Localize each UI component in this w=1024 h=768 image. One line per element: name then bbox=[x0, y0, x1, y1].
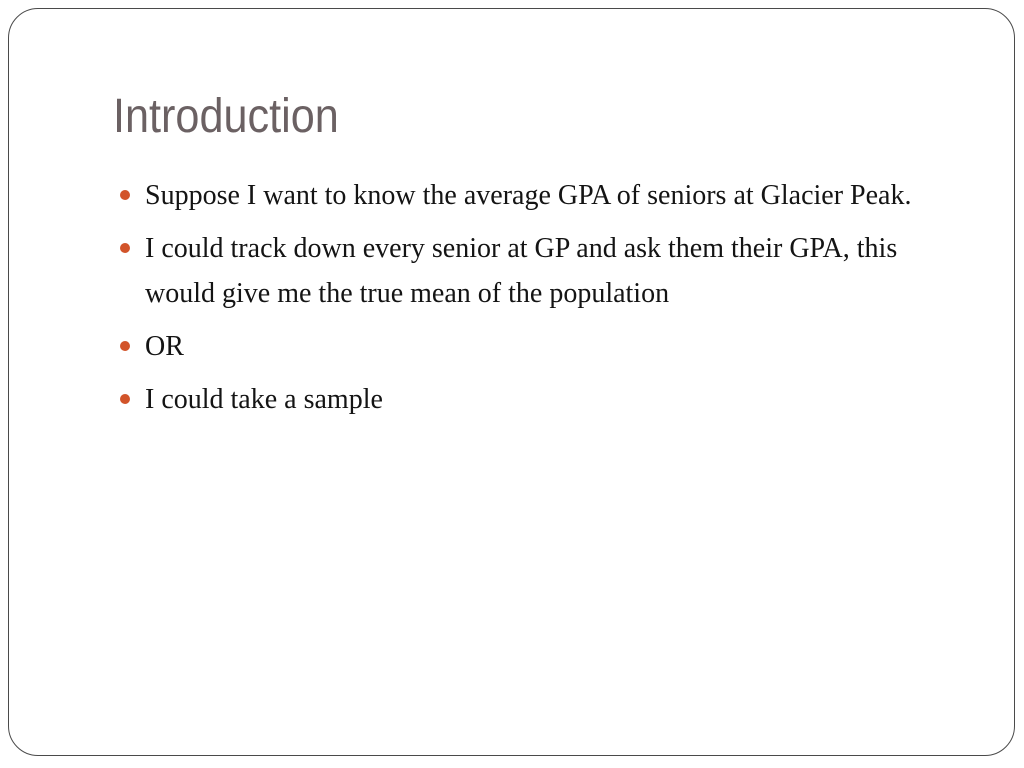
bullet-dot-icon bbox=[120, 190, 130, 200]
bullet-text: Suppose I want to know the average GPA of seniors at Glacier Peak. bbox=[145, 180, 912, 211]
bullet-text: I could track down every senior at GP and ask them their GPA, this would give me the true mean of the population bbox=[145, 233, 898, 309]
bullet-text: I could take a sample bbox=[145, 384, 383, 415]
bullet-item bbox=[113, 226, 913, 316]
slide bbox=[8, 8, 1015, 756]
bullet-text: OR bbox=[145, 331, 184, 362]
bullet-item bbox=[113, 173, 913, 218]
bullet-list bbox=[113, 173, 913, 430]
bullet-dot-icon bbox=[120, 243, 130, 253]
bullet-dot-icon bbox=[120, 394, 130, 404]
slide-title: Introduction bbox=[113, 90, 339, 143]
bullet-item bbox=[113, 324, 913, 369]
bullet-dot-icon bbox=[120, 341, 130, 351]
bullet-item bbox=[113, 377, 913, 422]
